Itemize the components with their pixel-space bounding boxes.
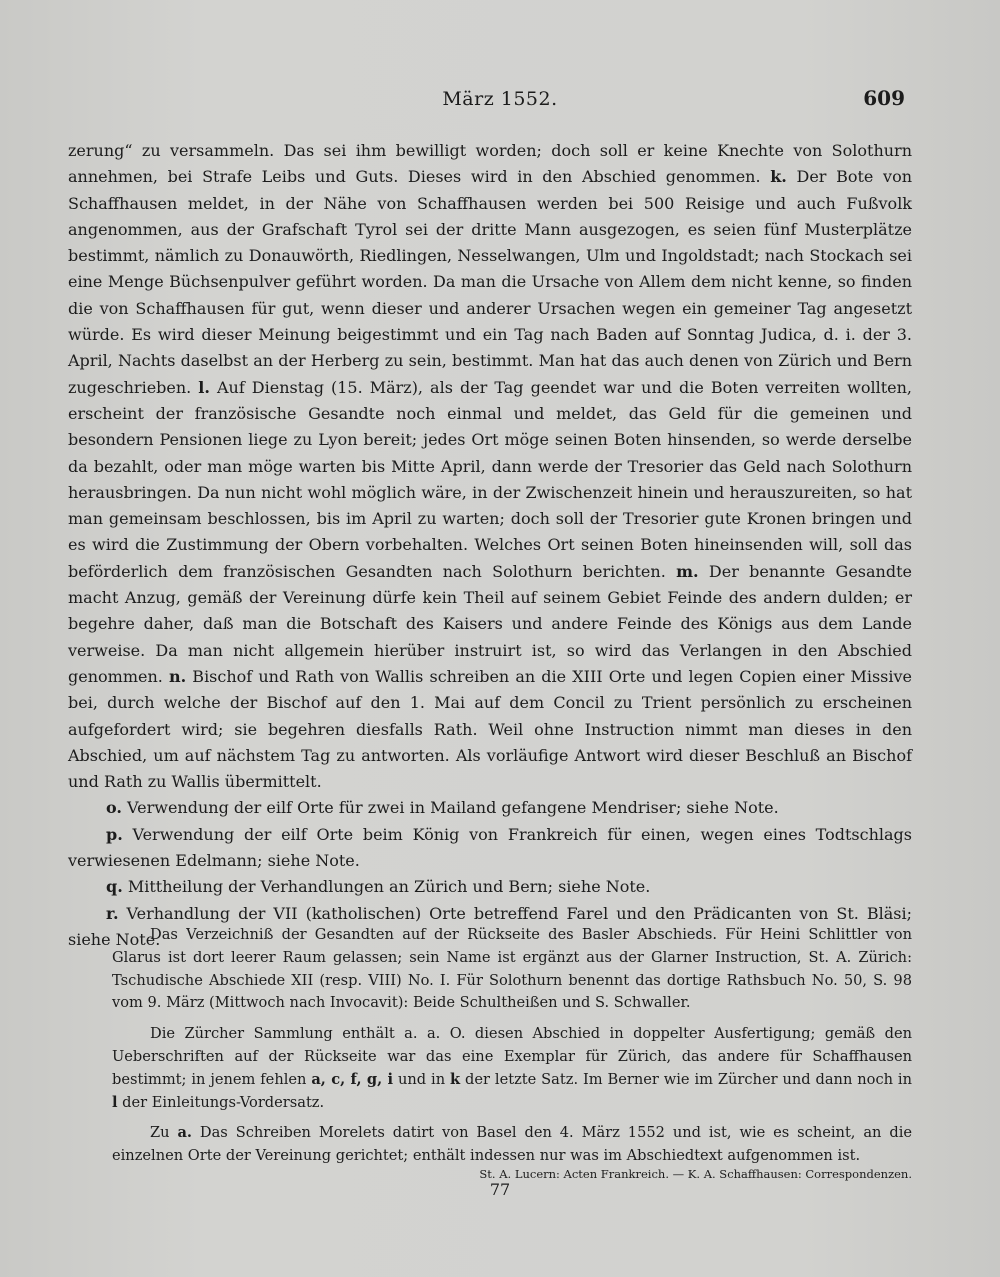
note-letter-a: a. xyxy=(177,1124,192,1142)
paragraph-text: zerung“ zu versammeln. Das sei ihm bewilligt worden; doch soll er keine Knechte von Solothurn annehmen, bei Strafe Leibs und Guts. Dieses wird in den Abschied genommen. xyxy=(68,141,912,187)
item-text: Verwendung der eilf Orte für zwei in Mailand gefangene Mendriser; siehe Note. xyxy=(121,798,779,818)
section-letter-m: m. xyxy=(676,561,699,581)
note-envoys: Das Verzeichniß der Gesandten auf der Rückseite des Basler Abschieds. Für Heini Schlittler von Glarus ist dort leerer Raum gelassen; sein Name ist ergänzt aus der Glarner Instruction, St. A. Zürich: Tschudische Abschiede XII (resp. VIII) No. I. Für Solothurn benennt das dortige Rathsbuch No. 50, S. 98 vom 9. März (Mittwoch nach Invocavit): Beide Schultheißen und S. Schwaller. xyxy=(112,926,912,1012)
note-text: und in xyxy=(393,1070,451,1088)
note-text: Das Schreiben Morelets datirt von Basel den 4. März 1552 und ist, wie es scheint, an die einzelnen Orte der Vereinung gerichtet; enthält indessen nur was im Abschiedtext aufgenommen ist. xyxy=(112,1124,913,1165)
running-header: März 1552. xyxy=(442,88,558,110)
section-letter-l: l. xyxy=(198,377,210,397)
note-text: der Einleitungs-Vordersatz. xyxy=(117,1093,325,1111)
main-text xyxy=(68,138,912,953)
note-letters: a, c, f, g, i xyxy=(311,1070,394,1088)
item-text: Mittheilung der Verhandlungen an Zürich und Bern; siehe Note. xyxy=(122,877,651,897)
item-letter: p. xyxy=(106,824,123,844)
item-letter: o. xyxy=(106,798,122,818)
item-p xyxy=(68,822,912,875)
item-o xyxy=(68,795,912,821)
footnotes xyxy=(112,924,912,1190)
note-letter-l: l xyxy=(112,1093,118,1111)
paragraph-text: Der Bote von Schaffhausen meldet, in der Nähe von Schaffhausen werden bei 500 Reisige und auch Fußvolk angenommen, aus der Grafschaft Tyrol sei der dritte Mann ausgezogen, es seien fünf Musterplätze bestimmt, nämlich zu Donauwörth, Riedlingen, Nesselwangen, Ulm und Ingoldstadt; nach Stockach sei eine Menge Büchsenpulver geführt worden. Da man die Ursache von Allem dem nicht kenne, so finden die von Schaffhausen für gut, wenn dieser und anderer Ursachen wegen ein gemeiner Tag angesetzt würde. Es wird dieser Meinung beigestimmt und ein Tag nach Baden auf Sonntag Judica, d. i. der 3. April, Nachts daselbst an der Herberg zu sein, bestimmt. Man hat das auch denen von Zürich und Bern zugeschrieben. xyxy=(68,167,913,397)
item-text: Verhandlung der VII (katholischen) Orte betreffend Farel und den Prädicanten von St. Bläsi; siehe Note. xyxy=(68,903,912,949)
note-zurich-collection xyxy=(112,1023,912,1114)
paragraph-text: Der benannte Gesandte macht Anzug, gemäß der Vereinung dürfe kein Theil auf seinem Gebiet Feinde des andern dulden; er begehre daher, daß man die Botschaft des Kaisers und andere Feinde des Königs aus dem Lande verweise. Da man nicht allgemein hierüber instruirt ist, so wird das Verlangen in den Abschied genommen. xyxy=(68,561,912,686)
source-citation: St. A. Lucern: Acten Frankreich. — K. A. Schaffhausen: Correspondenzen. xyxy=(479,1166,912,1181)
note-a xyxy=(112,1122,912,1182)
note-text: Zu xyxy=(150,1124,178,1142)
main-paragraph xyxy=(68,138,912,795)
note-letter-k: k xyxy=(450,1070,461,1088)
paragraph-text: Auf Dienstag (15. März), als der Tag geendet war und die Boten verreiten wollten, erscheint der französische Gesandte noch einmal und meldet, das Geld für die gemeinen und besondern Pensionen liege zu Lyon bereit; jedes Ort möge seinen Boten hinsenden, so werde derselbe da bezahlt, oder man möge warten bis Mitte April, dann werde der Tresorier das Geld nach Solothurn herausbringen. Da nun nicht wohl möglich wäre, in der Zwischenzeit hinein und herauszureiten, so hat man gemeinsam beschlossen, bis im April zu warten; doch soll der Tresorier gute Kronen bringen und es wird die Zustimmung der Obern vorbehalten. Welches Ort seinen Boten hineinsenden will, soll das beförderlich dem französischen Gesandten nach Solothurn berichten. xyxy=(68,377,912,581)
page-number: 609 xyxy=(863,86,905,110)
signature-mark: 77 xyxy=(489,1180,511,1199)
section-letter-n: n. xyxy=(168,666,187,686)
item-text: Verwendung der eilf Orte beim König von Frankreich für einen, wegen eines Todtschlags verwiesenen Edelmann; siehe Note. xyxy=(68,824,912,871)
note-text: Die Zürcher Sammlung enthält a. a. O. diesen Abschied in doppelter Ausfertigung; gemäß den Ueberschriften auf der Rückseite war das eine Exemplar für Zürich, das andere für Schaffhausen bestimmt; in jenem fehlen xyxy=(112,1025,912,1088)
paragraph-text: Bischof und Rath von Wallis schreiben an die XIII Orte und legen Copien einer Missive bei, durch welche der Bischof auf den 1. Mai auf dem Concil zu Trient persönlich zu erscheinen aufgefordert wird; sie begehren diesfalls Rath. Weil ohne Instruction nimmt man dieses in den Abschied, um auf nächstem Tag zu antworten. Als vorläufige Antwort wird dieser Beschluß an Bischof und Rath zu Wallis übermittelt. xyxy=(68,666,913,792)
item-q xyxy=(68,874,912,900)
item-letter: q. xyxy=(106,877,123,897)
section-letter-k: k. xyxy=(770,167,787,187)
item-letter: r. xyxy=(106,903,119,923)
note-text: der letzte Satz. Im Berner wie im Zürcher und dann noch in xyxy=(460,1070,912,1088)
